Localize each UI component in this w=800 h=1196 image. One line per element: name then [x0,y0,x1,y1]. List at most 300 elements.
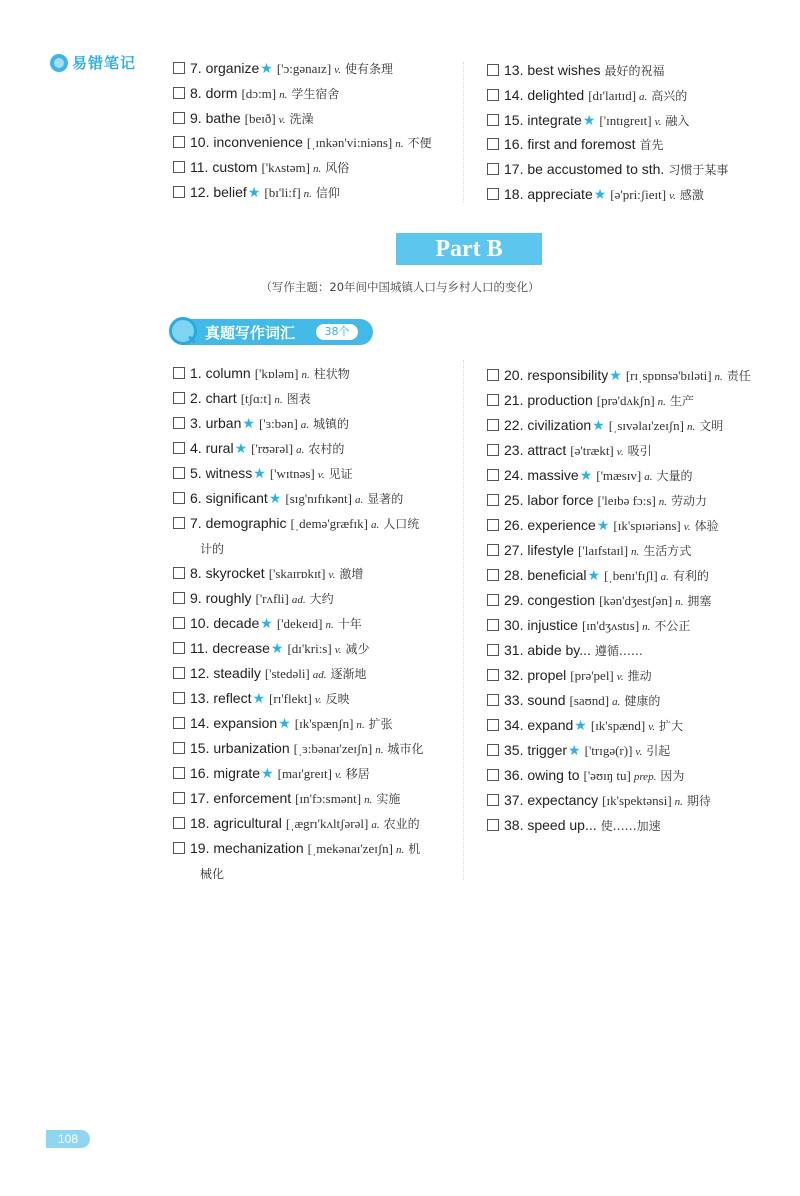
vocab-word: 35. trigger [504,742,568,758]
vocab-word: 12. steadily [190,665,261,681]
vocab-word: 11. custom [190,159,258,176]
part-of-speech: n. [375,744,384,756]
phonetic: [ˌmekənaɪ'zeɪʃn] [307,841,393,856]
phonetic: [ˌɪnkən'vi:niəns] [306,135,393,151]
checkbox[interactable] [487,519,499,531]
phonetic: [sɪg'nɪfɪkənt] [285,491,352,506]
checkbox[interactable] [487,369,499,381]
star-icon: ★ [582,111,596,128]
checkbox[interactable] [173,842,185,854]
chinese-meaning: 移居 [345,767,370,781]
star-icon: ★ [592,417,605,433]
part-of-speech: v. [616,446,624,458]
phonetic: [ˌdemə'græfɪk] [290,516,368,531]
vocab-word: 12. belief [190,184,247,200]
checkbox[interactable] [173,592,185,604]
vocab-item [173,110,314,128]
vocab-word: 33. sound [504,692,566,708]
part-of-speech: n. [395,138,404,151]
column-divider-bottom [463,360,464,880]
chinese-meaning: 农村的 [308,442,345,456]
phonetic: [dɔ:m] [241,85,277,101]
part-of-speech: a. [296,444,305,456]
part-of-speech: n. [364,794,373,806]
part-of-speech: n. [301,369,310,381]
vocab-item [173,365,350,383]
checkbox[interactable] [487,163,499,175]
vocab-item [173,85,339,103]
chinese-meaning: 拥塞 [687,594,712,608]
phonetic: [ɪk'spænʃn] [294,716,354,731]
checkbox[interactable] [487,419,499,431]
checkbox[interactable] [487,569,499,581]
checkbox[interactable] [487,64,499,76]
vocab-word: 17. enforcement [190,790,292,806]
phonetic: [kən'dʒestʃən] [599,593,673,608]
vocab-word: 8. dorm [190,84,238,101]
star-icon: ★ [260,60,273,76]
phonetic: [ˌsɪvəlaɪ'zeɪʃn] [608,418,684,433]
chinese-meaning: 引起 [646,744,671,758]
vocab-item [487,367,751,385]
checkbox[interactable] [173,617,185,629]
part-of-speech: n. [396,844,405,856]
chinese-meaning: 扩张 [368,717,393,731]
part-of-speech: v. [334,769,342,781]
vocab-item [487,567,709,585]
phonetic: [ɪk'spænd] [590,718,646,733]
chinese-meaning: 扩大 [659,719,684,733]
phonetic: [prə'pel] [570,668,614,683]
vocab-item [173,515,419,533]
page-number: 108 [46,1130,90,1148]
part-of-speech: v. [314,694,322,706]
section-count-badge: 38个 [316,324,358,340]
checkbox[interactable] [487,469,499,481]
part-of-speech: n. [674,796,683,808]
chinese-meaning: 劳动力 [671,494,708,508]
brand-logo [50,52,136,73]
vocab-word: 30. injustice [504,617,578,633]
chinese-meaning: 激增 [339,567,364,581]
part-of-speech: n. [657,396,666,408]
chinese-meaning: 推动 [627,669,652,683]
part-of-speech: n. [325,619,334,631]
vocab-word: 29. congestion [504,592,596,608]
vocab-item [173,740,423,758]
vocab-word: 34. expand [504,717,574,733]
part-of-speech: prep. [633,771,657,783]
vocab-word: 10. inconvenience [190,134,303,151]
part-of-speech: n. [274,394,283,406]
part-of-speech: v. [317,469,325,481]
vocab-item [173,60,393,78]
chinese-meaning: 生活方式 [643,544,692,558]
part-of-speech: n. [642,621,651,633]
checkbox[interactable] [487,188,499,200]
chinese-meaning: 十年 [337,617,362,631]
phonetic: ['skaɪrɒkɪt] [268,566,326,581]
vocab-word: 38. speed up... [504,817,597,833]
part-of-speech: a. [355,494,364,506]
vocab-item [487,667,652,685]
vocab-word: 18. appreciate [504,186,593,202]
phonetic: [maɪ'greɪt] [277,766,332,781]
star-icon: ★ [253,465,266,481]
chinese-meaning: 人口统 [383,517,420,531]
star-icon: ★ [261,765,274,781]
part-b-title: Part B [396,233,542,265]
vocab-word: 5. witness [190,465,253,481]
vocab-word: 32. propel [504,667,567,683]
vocab-word: 14. delighted [504,86,585,103]
part-of-speech: a. [644,471,653,483]
star-icon: ★ [234,440,248,456]
chinese-meaning: 风俗 [325,161,350,176]
vocab-item [487,62,665,79]
checkbox[interactable] [487,719,499,731]
chinese-meaning: 大量的 [656,469,693,483]
star-icon: ★ [247,184,261,200]
star-icon: ★ [242,415,255,431]
phonetic: [beɪð] [244,110,276,126]
checkbox[interactable] [173,492,185,504]
vocab-item [487,767,684,785]
chinese-meaning: 生产 [669,394,694,408]
chinese-meaning: 期待 [686,794,711,808]
checkbox[interactable] [173,186,185,198]
phonetic: [ˌægrɪ'kʌltʃərəl] [285,816,369,831]
phonetic: ['ɔ:gənaɪz] [276,61,332,76]
checkbox[interactable] [487,694,499,706]
vocab-item [173,715,393,733]
vocab-item [173,415,349,433]
vocab-item [173,590,334,608]
meaning-continuation: 械化 [200,867,225,881]
checkbox[interactable] [173,62,185,74]
chinese-meaning: 减少 [345,642,370,656]
chinese-meaning: 柱状物 [313,367,350,381]
part-of-speech: v. [616,671,624,683]
chinese-meaning: 大约 [309,592,334,606]
vocab-item [487,592,711,610]
chinese-meaning: 城市化 [387,742,424,756]
vocab-item [487,517,719,535]
vocab-item [173,390,311,408]
chinese-meaning: 使有条理 [344,62,393,76]
part-of-speech: n. [279,88,288,101]
chinese-meaning: 图表 [286,392,311,406]
vocab-item [487,392,694,410]
vocab-item [173,790,400,808]
brand-text: 易错笔记 [72,55,137,72]
vocab-item [487,442,652,460]
part-of-speech: v. [334,644,342,656]
phonetic: [bɪ'li:f] [264,185,301,200]
vocab-word: 23. attract [504,442,567,458]
vocab-word: 9. roughly [190,590,252,606]
part-of-speech: v. [683,521,691,533]
vocab-word: 22. civilization [504,417,592,433]
vocab-item [173,840,420,858]
phonetic: ['rʊərəl] [251,441,294,456]
star-icon: ★ [270,640,284,656]
chinese-meaning: 有利的 [672,569,709,583]
vocab-word: 19. mechanization [190,840,304,856]
vocab-word: 36. owing to [504,767,580,783]
checkbox[interactable] [487,819,499,831]
part-of-speech: v. [278,113,286,126]
vocab-item [173,690,350,708]
vocab-word: 28. beneficial [504,567,587,583]
checkbox[interactable] [173,392,185,404]
vocab-word: 10. decade [190,615,260,631]
chinese-meaning: 反映 [325,692,350,706]
chinese-meaning: 见证 [328,467,353,481]
vocab-item [173,159,349,177]
phonetic: ['stedəli] [264,666,310,681]
vocab-word: 7. demographic [190,515,287,531]
vocab-word: 14. expansion [190,715,278,731]
vocab-item [487,542,691,560]
chinese-meaning: 不便 [407,136,432,151]
checkbox[interactable] [487,769,499,781]
vocab-word: 1. column [190,365,251,381]
checkbox[interactable] [487,444,499,456]
chinese-meaning: 不公正 [654,619,691,633]
checkbox[interactable] [173,136,185,148]
checkbox[interactable] [173,87,185,99]
vocab-item [173,565,363,583]
checkbox[interactable] [487,794,499,806]
chinese-meaning: 融入 [665,113,690,128]
phonetic: ['rʌfli] [255,591,289,606]
part-of-speech: v. [635,746,643,758]
checkbox[interactable] [487,114,499,126]
part-of-speech: v. [648,721,656,733]
part-of-speech: a. [612,696,621,708]
vocab-item [487,467,693,485]
phonetic: [ˌɜ:bənaɪ'zeɪʃn] [293,741,373,756]
phonetic: [saʊnd] [569,693,610,708]
vocab-item [487,136,664,153]
vocab-item [487,642,643,659]
phonetic: ['ɪntɪgreɪt] [599,112,652,128]
vocab-item [173,490,403,508]
chinese-meaning: 因为 [660,769,685,783]
vocab-item [173,765,370,783]
checkbox[interactable] [487,89,499,101]
chinese-meaning: 学生宿舍 [291,86,340,101]
part-of-speech: n. [303,188,312,200]
vocab-word: 3. urban [190,415,242,431]
phonetic: [tʃɑ:t] [240,391,272,406]
checkbox[interactable] [173,442,185,454]
part-of-speech: a. [639,90,648,103]
vocab-item [487,492,707,510]
vocab-word: 18. agricultural [190,815,282,831]
vocab-item [487,817,661,834]
chinese-meaning: 体验 [694,519,719,533]
vocab-item [173,184,340,202]
part-of-speech: a. [371,819,380,831]
checkbox[interactable] [173,667,185,679]
vocab-word: 13. best wishes [504,62,601,78]
vocab-item [487,742,670,760]
part-of-speech: a. [300,419,310,431]
chinese-meaning: 健康的 [624,694,661,708]
phonetic: [rɪ'flekt] [269,691,312,706]
vocab-item [173,440,344,458]
vocab-word: 20. responsibility [504,367,609,383]
part-of-speech: n. [313,163,322,176]
checkbox[interactable] [173,567,185,579]
star-icon: ★ [593,186,607,202]
chinese-meaning: 机 [408,842,421,856]
part-of-speech: v. [328,569,336,581]
chinese-meaning: 高兴的 [651,88,688,103]
vocab-word: 24. massive [504,467,579,483]
checkbox[interactable] [487,494,499,506]
vocab-item [487,692,660,710]
checkbox[interactable] [487,669,499,681]
vocab-word: 4. rural [190,440,234,456]
vocab-word: 16. migrate [190,765,261,781]
vocab-word: 27. lifestyle [504,542,575,558]
checkbox[interactable] [173,692,185,704]
phonetic: [ə'trækt] [570,443,614,458]
chinese-meaning: 洗澡 [289,111,314,126]
chinese-meaning: 农业的 [383,817,420,831]
section-header [171,319,373,345]
chinese-meaning: 文明 [699,419,724,433]
vocab-item [173,640,370,658]
vocab-word: 7. organize [190,60,260,76]
checkbox[interactable] [173,517,185,529]
phonetic: [ə'pri:ʃieɪt] [610,187,667,202]
phonetic: [dɪ'laɪtɪd] [588,87,637,103]
vocab-item [487,617,690,635]
checkbox[interactable] [487,744,499,756]
vocab-word: 16. first and foremost [504,136,636,153]
checkbox[interactable] [173,742,185,754]
chinese-meaning: 最好的祝福 [604,64,665,78]
phonetic: [prə'dʌkʃn] [596,393,655,408]
chinese-meaning: 首先 [639,138,664,153]
phonetic: [dɪ'kri:s] [287,641,332,656]
phonetic: ['kɒləm] [254,366,299,381]
vocab-item [173,615,362,633]
star-icon: ★ [568,742,581,758]
star-icon: ★ [587,567,601,583]
part-of-speech: n. [631,546,640,558]
phonetic: ['trɪgə(r)] [584,743,633,758]
chinese-meaning: 使……加速 [600,819,661,833]
phonetic: ['dekeɪd] [276,616,323,631]
vocab-word: 17. be accustomed to sth. [504,161,665,178]
vocab-word: 26. experience [504,517,596,533]
part-of-speech: ad. [312,669,327,681]
chinese-meaning: 显著的 [367,492,404,506]
vocab-item [173,465,353,483]
checkbox[interactable] [173,367,185,379]
part-of-speech: ad. [291,594,306,606]
phonetic: ['wɪtnəs] [269,466,315,481]
phonetic: [rɪˌspɒnsə'bɪləti] [625,368,712,383]
checkbox[interactable] [173,817,185,829]
star-icon: ★ [609,367,622,383]
checkbox[interactable] [173,417,185,429]
phonetic: ['mæsɪv] [596,468,642,483]
phonetic: [ɪk'spɪəriəns] [613,518,681,533]
vocab-item [487,717,683,735]
phonetic: ['ɜ:bən] [258,416,298,431]
vocab-word: 15. urbanization [190,740,290,756]
chinese-meaning: 遵循…… [594,644,643,658]
chinese-meaning: 吸引 [627,444,652,458]
checkbox[interactable] [173,767,185,779]
part-of-speech: v. [669,190,676,202]
phonetic: ['laɪfstaɪl] [578,543,629,558]
star-icon: ★ [574,717,587,733]
phonetic: [ˌbenɪ'fɪʃl] [604,568,658,583]
vocab-word: 21. production [504,392,593,408]
star-icon: ★ [252,690,266,706]
checkbox[interactable] [173,717,185,729]
star-icon: ★ [268,490,282,506]
part-of-speech: v. [654,115,662,128]
vocab-item [487,161,728,178]
phonetic: [ɪk'spektənsi] [602,793,672,808]
phonetic: [ɪn'fɔ:smənt] [295,791,362,806]
writing-topic: （写作主题：20年间中国城镇人口与乡村人口的变化） [260,280,540,294]
chinese-meaning: 城镇的 [313,417,350,431]
checkbox[interactable] [173,792,185,804]
checkbox[interactable] [487,544,499,556]
vocab-word: 9. bathe [190,109,241,126]
chinese-meaning: 实施 [376,792,401,806]
vocab-item [487,112,689,130]
part-of-speech: n. [714,371,723,383]
part-of-speech: n. [686,421,696,433]
vocab-item [173,665,367,683]
part-of-speech: n. [658,496,668,508]
checkbox[interactable] [487,394,499,406]
part-of-speech: n. [675,596,684,608]
vocab-item [487,87,687,105]
section-title: 真题写作词汇 [205,324,296,342]
vocab-word: 6. significant [190,490,268,506]
vocab-item [487,417,723,435]
chinese-meaning: 感激 [679,188,704,202]
checkbox[interactable] [487,138,499,150]
vocab-word: 15. integrate [504,111,582,128]
checkbox[interactable] [487,619,499,631]
checkbox[interactable] [487,594,499,606]
meaning-continuation: 计的 [200,542,225,556]
checkbox[interactable] [173,112,185,124]
checkbox[interactable] [487,644,499,656]
part-of-speech: n. [356,719,365,731]
vocab-word: 2. chart [190,390,237,406]
brand-icon [50,54,68,72]
checkbox[interactable] [173,642,185,654]
star-icon: ★ [579,467,593,483]
phonetic: ['kʌstəm] [261,160,310,176]
checkbox[interactable] [173,467,185,479]
checkbox[interactable] [173,161,185,173]
phonetic: [ɪn'dʒʌstɪs] [581,618,640,633]
